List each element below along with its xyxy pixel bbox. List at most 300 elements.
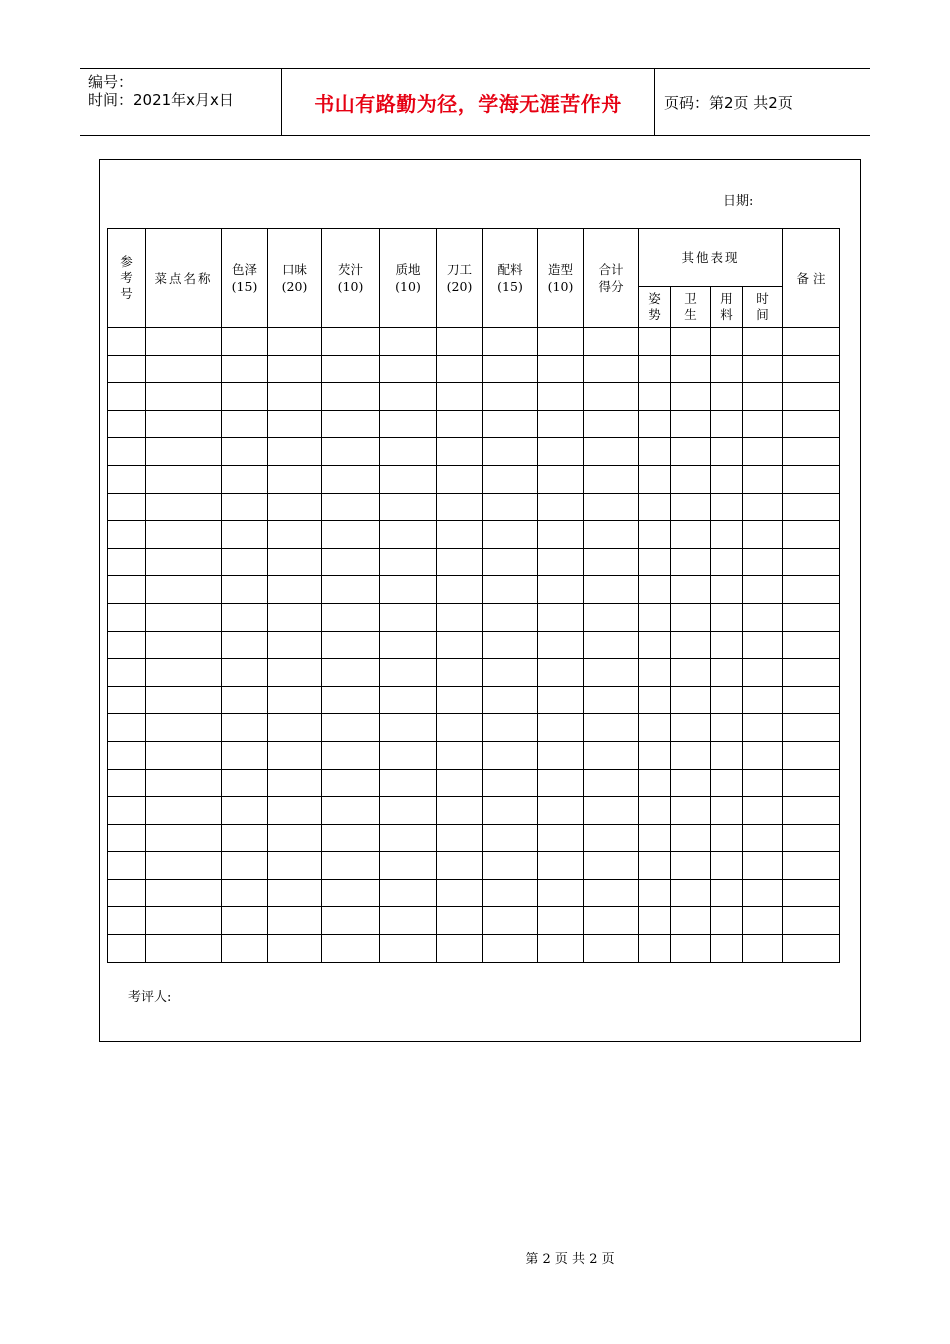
table-cell[interactable] [671,907,711,935]
table-cell[interactable] [538,383,584,411]
table-cell[interactable] [380,548,437,576]
table-cell[interactable] [538,824,584,852]
table-cell[interactable] [743,383,783,411]
table-cell[interactable] [222,383,268,411]
table-cell[interactable] [268,714,322,742]
table-cell[interactable] [538,852,584,880]
table-cell[interactable] [108,824,146,852]
table-cell[interactable] [711,465,743,493]
table-cell[interactable] [639,631,671,659]
table-cell[interactable] [639,907,671,935]
table-cell[interactable] [584,631,639,659]
table-cell[interactable] [743,521,783,549]
table-cell[interactable] [222,603,268,631]
table-cell[interactable] [483,465,538,493]
table-cell[interactable] [108,852,146,880]
table-cell[interactable] [322,824,380,852]
table-cell[interactable] [671,797,711,825]
table-cell[interactable] [671,576,711,604]
table-cell[interactable] [783,328,840,356]
table-cell[interactable] [108,741,146,769]
table-cell[interactable] [322,769,380,797]
table-cell[interactable] [268,493,322,521]
table-cell[interactable] [146,686,222,714]
table-cell[interactable] [437,741,483,769]
table-cell[interactable] [108,686,146,714]
table-cell[interactable] [322,521,380,549]
table-cell[interactable] [743,603,783,631]
table-cell[interactable] [380,741,437,769]
table-cell[interactable] [380,603,437,631]
table-cell[interactable] [483,935,538,963]
table-cell[interactable] [322,659,380,687]
table-cell[interactable] [538,879,584,907]
table-cell[interactable] [743,714,783,742]
table-cell[interactable] [743,797,783,825]
table-cell[interactable] [711,493,743,521]
table-cell[interactable] [437,438,483,466]
table-cell[interactable] [538,355,584,383]
table-cell[interactable] [743,493,783,521]
table-cell[interactable] [783,824,840,852]
table-cell[interactable] [711,824,743,852]
table-cell[interactable] [538,741,584,769]
table-cell[interactable] [711,935,743,963]
table-cell[interactable] [584,355,639,383]
table-cell[interactable] [437,603,483,631]
table-cell[interactable] [538,659,584,687]
table-cell[interactable] [380,659,437,687]
table-cell[interactable] [483,493,538,521]
table-cell[interactable] [783,465,840,493]
table-cell[interactable] [743,631,783,659]
table-cell[interactable] [222,465,268,493]
table-cell[interactable] [437,465,483,493]
table-cell[interactable] [711,383,743,411]
table-cell[interactable] [783,769,840,797]
table-cell[interactable] [671,548,711,576]
table-cell[interactable] [437,686,483,714]
table-cell[interactable] [268,797,322,825]
table-cell[interactable] [108,465,146,493]
table-cell[interactable] [538,521,584,549]
table-cell[interactable] [108,576,146,604]
table-cell[interactable] [380,797,437,825]
table-cell[interactable] [222,714,268,742]
table-cell[interactable] [483,521,538,549]
table-cell[interactable] [268,603,322,631]
table-cell[interactable] [584,521,639,549]
table-cell[interactable] [322,603,380,631]
table-cell[interactable] [538,548,584,576]
table-cell[interactable] [711,769,743,797]
table-cell[interactable] [584,935,639,963]
table-cell[interactable] [671,521,711,549]
table-cell[interactable] [380,410,437,438]
table-cell[interactable] [380,493,437,521]
table-cell[interactable] [538,465,584,493]
table-cell[interactable] [639,521,671,549]
table-cell[interactable] [437,383,483,411]
table-cell[interactable] [584,576,639,604]
table-cell[interactable] [222,852,268,880]
table-cell[interactable] [146,659,222,687]
table-cell[interactable] [268,355,322,383]
table-cell[interactable] [483,824,538,852]
table-cell[interactable] [671,769,711,797]
table-cell[interactable] [437,493,483,521]
table-cell[interactable] [671,493,711,521]
table-cell[interactable] [639,714,671,742]
table-cell[interactable] [671,741,711,769]
table-cell[interactable] [322,465,380,493]
table-cell[interactable] [671,935,711,963]
table-cell[interactable] [268,769,322,797]
table-cell[interactable] [639,548,671,576]
table-cell[interactable] [783,935,840,963]
table-cell[interactable] [146,493,222,521]
table-cell[interactable] [268,935,322,963]
table-cell[interactable] [483,879,538,907]
table-cell[interactable] [584,603,639,631]
table-cell[interactable] [483,603,538,631]
table-cell[interactable] [146,355,222,383]
table-cell[interactable] [146,576,222,604]
table-cell[interactable] [538,438,584,466]
table-cell[interactable] [639,493,671,521]
table-cell[interactable] [783,659,840,687]
table-cell[interactable] [584,797,639,825]
table-cell[interactable] [584,824,639,852]
table-cell[interactable] [538,493,584,521]
table-cell[interactable] [671,631,711,659]
table-cell[interactable] [639,576,671,604]
table-cell[interactable] [584,548,639,576]
table-cell[interactable] [322,879,380,907]
table-cell[interactable] [783,907,840,935]
table-cell[interactable] [437,714,483,742]
table-cell[interactable] [108,879,146,907]
table-cell[interactable] [108,797,146,825]
table-cell[interactable] [671,852,711,880]
table-cell[interactable] [711,410,743,438]
table-cell[interactable] [743,355,783,383]
table-cell[interactable] [322,741,380,769]
table-cell[interactable] [268,659,322,687]
table-cell[interactable] [268,824,322,852]
table-cell[interactable] [322,410,380,438]
table-cell[interactable] [639,797,671,825]
table-cell[interactable] [380,686,437,714]
table-cell[interactable] [743,686,783,714]
table-cell[interactable] [380,907,437,935]
table-cell[interactable] [639,935,671,963]
table-cell[interactable] [268,465,322,493]
table-cell[interactable] [268,521,322,549]
table-cell[interactable] [639,741,671,769]
table-cell[interactable] [222,879,268,907]
table-cell[interactable] [711,328,743,356]
table-cell[interactable] [322,355,380,383]
table-cell[interactable] [146,907,222,935]
table-cell[interactable] [146,521,222,549]
table-cell[interactable] [483,769,538,797]
table-cell[interactable] [584,714,639,742]
table-cell[interactable] [322,383,380,411]
table-cell[interactable] [483,659,538,687]
table-cell[interactable] [783,438,840,466]
table-cell[interactable] [380,824,437,852]
table-cell[interactable] [743,328,783,356]
table-cell[interactable] [711,631,743,659]
table-cell[interactable] [437,824,483,852]
table-cell[interactable] [222,659,268,687]
table-cell[interactable] [146,328,222,356]
table-cell[interactable] [437,935,483,963]
table-cell[interactable] [783,797,840,825]
table-cell[interactable] [322,631,380,659]
table-cell[interactable] [322,935,380,963]
table-cell[interactable] [437,659,483,687]
table-cell[interactable] [671,410,711,438]
table-cell[interactable] [146,714,222,742]
table-cell[interactable] [380,438,437,466]
table-cell[interactable] [671,603,711,631]
table-cell[interactable] [222,548,268,576]
table-cell[interactable] [380,879,437,907]
table-cell[interactable] [222,686,268,714]
table-cell[interactable] [222,907,268,935]
table-cell[interactable] [584,659,639,687]
table-cell[interactable] [538,907,584,935]
table-cell[interactable] [380,576,437,604]
table-cell[interactable] [639,686,671,714]
table-cell[interactable] [639,659,671,687]
table-cell[interactable] [671,438,711,466]
table-cell[interactable] [146,438,222,466]
table-cell[interactable] [483,383,538,411]
table-cell[interactable] [711,797,743,825]
table-cell[interactable] [483,548,538,576]
table-cell[interactable] [783,355,840,383]
table-cell[interactable] [711,852,743,880]
table-cell[interactable] [483,328,538,356]
table-cell[interactable] [222,493,268,521]
table-cell[interactable] [268,852,322,880]
table-cell[interactable] [483,355,538,383]
table-cell[interactable] [743,741,783,769]
table-cell[interactable] [584,493,639,521]
table-cell[interactable] [743,659,783,687]
table-cell[interactable] [108,438,146,466]
table-cell[interactable] [322,907,380,935]
table-cell[interactable] [108,935,146,963]
table-cell[interactable] [671,355,711,383]
table-cell[interactable] [483,410,538,438]
table-cell[interactable] [437,410,483,438]
table-cell[interactable] [783,741,840,769]
table-cell[interactable] [380,935,437,963]
table-cell[interactable] [711,548,743,576]
table-cell[interactable] [639,410,671,438]
table-cell[interactable] [639,328,671,356]
table-cell[interactable] [711,907,743,935]
table-cell[interactable] [146,769,222,797]
table-cell[interactable] [584,410,639,438]
table-cell[interactable] [711,686,743,714]
table-cell[interactable] [783,714,840,742]
table-cell[interactable] [639,603,671,631]
table-cell[interactable] [743,852,783,880]
table-cell[interactable] [743,410,783,438]
table-cell[interactable] [711,741,743,769]
table-cell[interactable] [538,631,584,659]
table-cell[interactable] [437,852,483,880]
table-cell[interactable] [146,465,222,493]
table-cell[interactable] [437,521,483,549]
table-cell[interactable] [322,576,380,604]
table-cell[interactable] [108,493,146,521]
table-cell[interactable] [268,631,322,659]
table-cell[interactable] [222,769,268,797]
table-cell[interactable] [268,328,322,356]
table-cell[interactable] [222,797,268,825]
table-cell[interactable] [222,438,268,466]
table-cell[interactable] [711,576,743,604]
table-cell[interactable] [268,907,322,935]
table-cell[interactable] [538,935,584,963]
table-cell[interactable] [146,879,222,907]
table-cell[interactable] [584,465,639,493]
table-cell[interactable] [146,935,222,963]
table-cell[interactable] [437,548,483,576]
table-cell[interactable] [108,631,146,659]
table-cell[interactable] [322,328,380,356]
table-cell[interactable] [108,521,146,549]
table-cell[interactable] [222,631,268,659]
table-cell[interactable] [322,548,380,576]
table-cell[interactable] [437,576,483,604]
table-cell[interactable] [380,631,437,659]
table-cell[interactable] [783,521,840,549]
table-cell[interactable] [671,714,711,742]
table-cell[interactable] [743,824,783,852]
table-cell[interactable] [222,410,268,438]
table-cell[interactable] [268,410,322,438]
table-cell[interactable] [783,603,840,631]
table-cell[interactable] [584,686,639,714]
table-cell[interactable] [743,438,783,466]
table-cell[interactable] [108,548,146,576]
table-cell[interactable] [783,548,840,576]
table-cell[interactable] [584,907,639,935]
table-cell[interactable] [783,493,840,521]
table-cell[interactable] [322,852,380,880]
table-cell[interactable] [380,328,437,356]
table-cell[interactable] [671,686,711,714]
table-cell[interactable] [743,879,783,907]
table-cell[interactable] [146,741,222,769]
table-cell[interactable] [437,328,483,356]
table-cell[interactable] [538,410,584,438]
table-cell[interactable] [222,521,268,549]
table-cell[interactable] [268,576,322,604]
table-cell[interactable] [711,603,743,631]
table-cell[interactable] [437,631,483,659]
table-cell[interactable] [222,741,268,769]
table-cell[interactable] [584,383,639,411]
table-cell[interactable] [483,852,538,880]
table-cell[interactable] [783,686,840,714]
table-cell[interactable] [146,797,222,825]
table-cell[interactable] [146,631,222,659]
table-cell[interactable] [783,631,840,659]
table-cell[interactable] [584,769,639,797]
table-cell[interactable] [222,355,268,383]
table-cell[interactable] [268,686,322,714]
table-cell[interactable] [322,714,380,742]
table-cell[interactable] [584,741,639,769]
table-cell[interactable] [437,907,483,935]
table-cell[interactable] [538,686,584,714]
table-cell[interactable] [222,935,268,963]
table-cell[interactable] [671,879,711,907]
table-cell[interactable] [783,879,840,907]
table-cell[interactable] [146,603,222,631]
table-cell[interactable] [108,907,146,935]
table-cell[interactable] [483,714,538,742]
table-cell[interactable] [639,438,671,466]
table-cell[interactable] [108,355,146,383]
table-cell[interactable] [711,521,743,549]
table-cell[interactable] [538,714,584,742]
table-cell[interactable] [671,328,711,356]
table-cell[interactable] [108,410,146,438]
table-cell[interactable] [671,659,711,687]
table-cell[interactable] [268,548,322,576]
table-cell[interactable] [108,769,146,797]
table-cell[interactable] [538,769,584,797]
table-cell[interactable] [108,659,146,687]
table-cell[interactable] [584,328,639,356]
table-cell[interactable] [783,410,840,438]
table-cell[interactable] [711,714,743,742]
table-cell[interactable] [743,769,783,797]
table-cell[interactable] [108,714,146,742]
table-cell[interactable] [639,852,671,880]
table-cell[interactable] [538,797,584,825]
table-cell[interactable] [783,852,840,880]
table-cell[interactable] [538,603,584,631]
table-cell[interactable] [711,879,743,907]
table-cell[interactable] [743,548,783,576]
table-cell[interactable] [483,907,538,935]
table-cell[interactable] [483,631,538,659]
table-cell[interactable] [639,465,671,493]
table-cell[interactable] [146,410,222,438]
table-cell[interactable] [322,493,380,521]
table-cell[interactable] [639,879,671,907]
table-cell[interactable] [671,465,711,493]
table-cell[interactable] [639,355,671,383]
table-cell[interactable] [322,797,380,825]
table-cell[interactable] [711,355,743,383]
table-cell[interactable] [783,383,840,411]
table-cell[interactable] [108,383,146,411]
table-cell[interactable] [483,741,538,769]
table-cell[interactable] [584,879,639,907]
table-cell[interactable] [538,576,584,604]
